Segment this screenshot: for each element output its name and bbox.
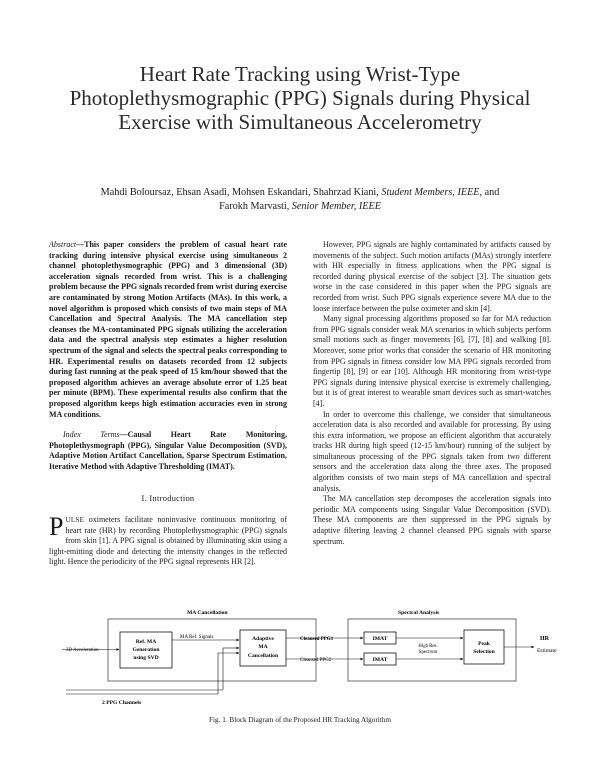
intro-text: oximeters facilitate noninvasive continuous monitoring of heart rate (HR) by recording Photoplethysmographic (PPG) signals from skin [1]. A PPG signal is obtained by illuminating skin using a light-emitting diode and detecting the intensity changes in the reflected light. Hence the periodicity of the PPG signal represents HR [2]. bbox=[49, 515, 287, 567]
box-peak-line2: Selection bbox=[473, 649, 495, 655]
figure-caption: Fig. 1. Block Diagram of the Proposed HR Tracking Algorithm bbox=[209, 716, 391, 724]
box-imat-2-label: IMAT bbox=[372, 657, 388, 663]
cleansed-label-1: Cleansed PPG1 bbox=[300, 637, 334, 642]
authors-line2-role: Senior Member, IEEE bbox=[291, 201, 381, 212]
right-column bbox=[313, 240, 551, 547]
authors-line1-role: Student Members, IEEE, bbox=[381, 187, 483, 198]
input-accel-label: 3D Acceleration bbox=[66, 648, 99, 653]
drop-cap: P bbox=[49, 512, 64, 542]
paragraph-2: Many signal processing algorithms proposed so far for MA reduction from PPG signals consider weak MA scenarios in which subjects perform small motions such as finger movements [6], [7], [8] and walking [8]. Moreover, some prior works that consider the scenario of HR monitoring from PPG signals in fitness consider low MA PPG signals recorded from fingertip [8], [9] or ear [10]. Although HR monitoring from wrist-type PPG signals during intensive physical exercise is extremely challenging, but it is of great interest to wearable smart devices such as smart-watches [4]. bbox=[313, 314, 551, 408]
authors-line1: Mahdi Boloursaz, Ehsan Asadi, Mohsen Eskandari, Shahrzad Kiani, bbox=[100, 187, 379, 198]
smallcaps-word: ULSE bbox=[65, 516, 85, 525]
highres-line1: High Res. bbox=[418, 644, 438, 649]
box-adaptive-line2: MA bbox=[258, 644, 268, 650]
author-list bbox=[60, 186, 540, 214]
box-ref-line2: Generation bbox=[132, 647, 160, 653]
box-peak-line1: Peak bbox=[478, 641, 490, 647]
authors-line1-tail: and bbox=[482, 187, 500, 198]
output-line1: HR bbox=[540, 636, 549, 642]
output-line2: Estimate bbox=[537, 648, 557, 654]
box-ref-line3: using SVD bbox=[133, 655, 159, 661]
paper-title: Heart Rate Tracking using Wrist-Type Photoplethysmographic (PPG) Signals during Physical Exercise with Simultaneous Accelerometry bbox=[69, 62, 531, 134]
box-peak bbox=[464, 630, 504, 664]
index-terms bbox=[49, 430, 287, 472]
paragraph-4: The MA cancellation step decomposes the acceleration signals into periodic MA components using Singular Value Decomposition (SVD). These MA components are then suppressed in the PPG signals by adaptive filtering leaving 2 channel cleansed PPG signals with sparse spectrum. bbox=[313, 494, 551, 546]
input-ppg-label: 2 PPG Channels bbox=[102, 700, 142, 706]
box-imat-1-label: IMAT bbox=[372, 636, 388, 642]
arrow-ref-label: MA Ref. Signals bbox=[180, 635, 214, 640]
abstract-text: —This paper considers the problem of casual heart rate tracking during intensive physical exercise using simultaneous 2 channel photoplethysmographic (PPG) and 3 dimensional (3D) acceleration signals recorded from wrist. This is a challenging problem because the PPG signals recorded from wrist during exercise are contaminated by strong Motion Artifacts (MAs). In this work, a novel algorithm is proposed which consists of two main steps of MA Cancellation and Spectral Analysis. The MA cancellation step cleanses the MA-contaminated PPG signals utilizing the acceleration data and the spectral analysis step estimates a higher resolution spectrum of the signal and selects the spectral peaks corresponding to HR. Experimental results on datasets recorded from 12 subjects during fast running at the peak speed of 15 km/hour showed that the proposed algorithm achieves an average absolute error of 1.25 beat per minute (BPM). These experimental results also confirm that the proposed algorithm keeps high estimation accuracies even in strong MA conditions. bbox=[49, 240, 287, 419]
box-adaptive-line3: Cancellation bbox=[247, 653, 279, 659]
group-label-spectral: Spectral Analysis bbox=[398, 610, 440, 616]
abstract bbox=[49, 240, 287, 420]
left-column bbox=[49, 240, 287, 568]
block-diagram bbox=[40, 608, 570, 724]
cleansed-label-2: Cleansed PPG2 bbox=[300, 658, 332, 663]
abstract-lead: Abstract bbox=[49, 240, 77, 249]
authors-line2: Farokh Marvasti, bbox=[219, 201, 290, 212]
highres-line2: Spectrum bbox=[418, 650, 438, 655]
index-terms-lead: Index Terms bbox=[63, 430, 120, 440]
group-label-ma: MA Cancellation bbox=[187, 610, 228, 616]
box-ref-line1: Ref. MA bbox=[135, 639, 157, 645]
box-adaptive-line1: Adaptive bbox=[252, 636, 274, 642]
intro-paragraph bbox=[49, 512, 287, 568]
paragraph-3: In order to overcome this challenge, we consider that simultaneous acceleration data is also recorded and available for processing. By using this extra information, we propose an efficient algorithm that accurately tracks HR during high speed (12-15 km/hour) running of the subject by simultaneous processing of the PPG signals taken from two different sensors and the acceleration data along the three axes. The proposed algorithm consists of two main steps of MA cancellation and spectral analysis. bbox=[313, 409, 551, 493]
paragraph-1: However, PPG signals are highly contaminated by artifacts caused by movements of the subject. Such motion artifacts (MAs) strongly interfere with HR especially in fitness applications when the PPG signal is recorded during physical exercise of the subject [3]. The situation gets worse in the case considered in this paper when the PPG signals are recorded from wrist. Such PPG signals experience severe MA due to the loose interface between the pulse oximeter and skin [4]. bbox=[313, 240, 551, 313]
index-terms-text: —Causal Heart Rate Monitoring, Photoplethysmograph (PPG), Singular Value Decomposition (SVD), Adaptive Motion Artifact Cancellation, Sparse Spectrum Estimation, Iterative Method with Adaptive Thresholding (IMAT). bbox=[49, 430, 287, 471]
section-heading: I. Introduction bbox=[141, 494, 195, 504]
